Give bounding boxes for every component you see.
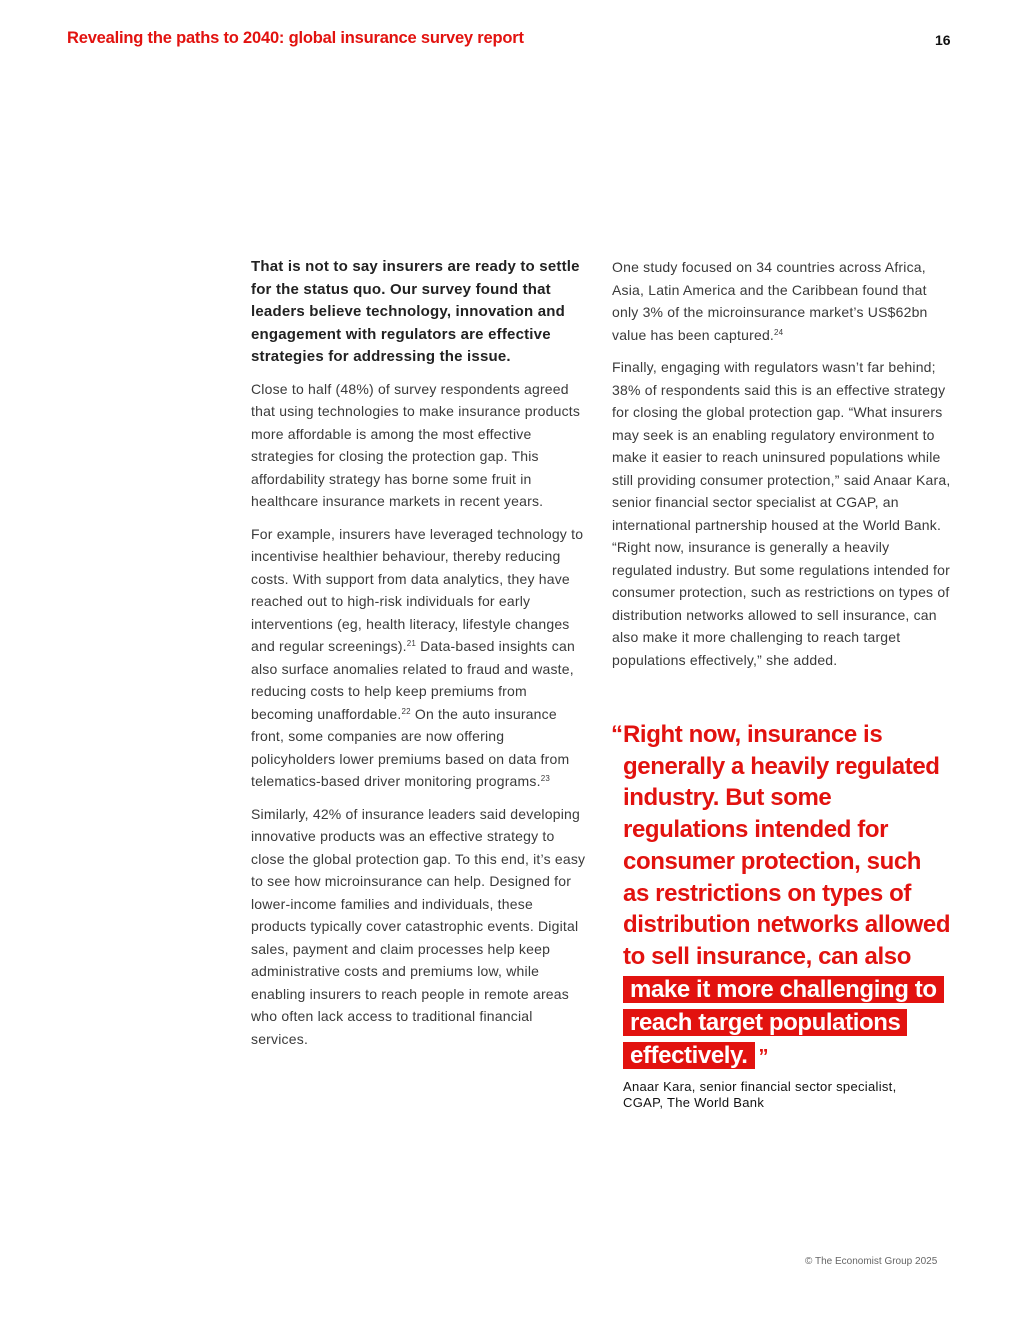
right-column [612, 256, 952, 681]
paragraph: Similarly, 42% of insurance leaders said developing innovative products was an effective strategy to close the global protection gap. To this end, it’s easy to see how microinsurance can help. Designed for lower-income families and individuals, these products typically cover catastrophic events. Digital sales, payment and claim processes help keep administrative costs and premiums low, while enabling insurers to reach people in remote areas who often lack access to traditional financial services. [251, 805, 586, 1047]
quote-highlight: make it more challenging to reach target populations effectively. [623, 976, 944, 1069]
paragraph: Close to half (48%) of survey respondents agreed that using technologies to make insurance products more affordable is among the most effective strategies for closing the protection gap. This affordability strategy has borne some fruit in healthcare insurance markets in recent years. [251, 380, 581, 509]
footnote-ref: 21 [406, 639, 417, 648]
open-quote-mark: “ [611, 721, 623, 748]
footnote-ref: 22 [401, 706, 411, 716]
text: Data-based insights can also surface anomalies related to fraud and waste, reducing costs to help keep premiums from becoming unaffordable. [251, 638, 575, 722]
report-title: Revealing the paths to 2040: global insurance survey report [67, 29, 524, 47]
paragraph [612, 256, 952, 346]
attribution-line: Anaar Kara, senior financial sector specialist, [623, 1079, 897, 1094]
pull-quote [612, 719, 952, 1073]
close-quote-mark: ” [758, 1045, 769, 1068]
text: On the auto insurance front, some companies are now offering policyholders lower premiums based on data from telematics-based driver monitoring programs. [251, 705, 570, 789]
copyright: © The Economist Group 2025 [805, 1256, 938, 1267]
lead-paragraph: That is not to say insurers are ready to settle for the status quo. Our survey found that leaders believe technology, innovation and engagement with regulators are effective strategies for addressing the issue. [251, 258, 580, 365]
attribution-line: CGAP, The World Bank [623, 1095, 765, 1110]
quote-text: Right now, insurance is generally a heavily regulated industry. But some regulations intended for consumer protection, such as restrictions on types of distribution networks allowed to sell insurance, can also [623, 721, 951, 970]
footnote-ref: 24 [774, 327, 784, 337]
quote-attribution [623, 1079, 897, 1111]
paragraph [251, 523, 587, 793]
page-number: 16 [935, 32, 951, 48]
text: One study focused on 34 countries across Africa, Asia, Latin America and the Caribbean found that only 3% of the microinsurance market’s US$62bn value has been captured. [612, 259, 928, 343]
footnote-ref: 23 [540, 774, 551, 783]
paragraph: Finally, engaging with regulators wasn’t far behind; 38% of respondents said this is an effective strategy for closing the global protection gap. “What insurers may seek is an enabling regulatory environment to make it easier to reach uninsured populations while still providing consumer protection,” said Anaar Kara, senior financial sector specialist at CGAP, an international partnership housed at the World Bank. “Right now, insurance is generally a heavily regulated industry. But some regulations intended for consumer protection, such as restrictions on types of distribution networks allowed to sell insurance, can also make it more challenging to reach target populations effectively,” she added. [612, 359, 951, 668]
left-column [251, 256, 587, 1060]
text: For example, insurers have leveraged technology to incentivise healthier behaviour, thereby reducing costs. With support from data analytics, they have reached out to high-risk individuals for early interventions (eg, health literacy, lifestyle changes and regular screenings). [251, 525, 584, 654]
